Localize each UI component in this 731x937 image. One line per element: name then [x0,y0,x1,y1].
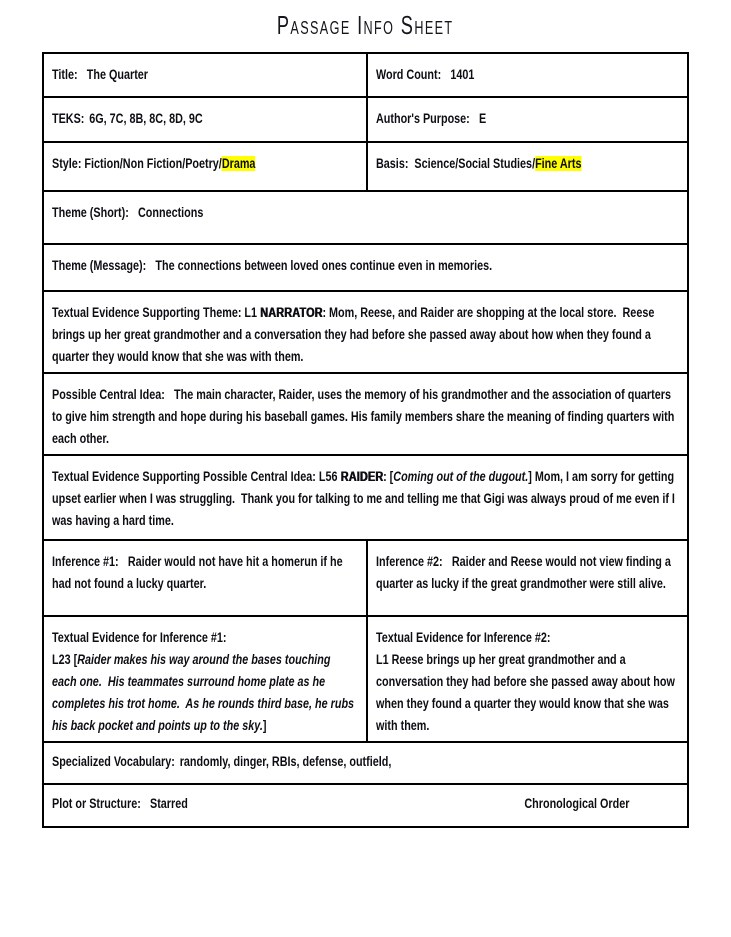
theme-message-value: The connections between loved ones continue even in memories. [155,258,493,273]
specialized-vocabulary-value: randomly, dinger, RBIs, defense, outfield, [179,754,392,769]
row-plot-structure [44,785,687,826]
passage-info-table [42,52,689,828]
evidence-central-idea-body: ] Mom, I am sorry for getting upset earlier when I was struggling. Thank you for talking to me and telling me that Gigi was always proud of me even if I was having a hard time. [52,469,678,528]
plot-structure-text [52,793,679,815]
row-specialized-vocabulary [44,743,687,785]
authors-purpose-label: Author's Purpose: [376,111,470,126]
evidence-theme-body: : Mom, Reese, and Raider are shopping at the local store. Reese brings up her great grandmother and a conversation they had before she passed away about how when they found a quarter they would know that she was with them. [52,305,658,364]
inference-1-text [52,551,358,595]
teks-cell [44,98,368,141]
word-count-label: Word Count: [376,67,442,82]
evidence-inference-2-heading: Textual Evidence for Inference #2: [376,630,551,645]
row-style-basis [44,143,687,192]
plot-structure-value: Starred [149,796,188,811]
row-inferences [44,541,687,617]
plot-structure-label: Plot or Structure: [52,796,141,811]
style-cell [44,143,368,190]
theme-short-text [52,202,679,224]
style-text [52,153,358,175]
teks-text [52,108,358,130]
row-evidence-theme [44,292,687,374]
evidence-central-idea-prefix: Textual Evidence Supporting Possible Central Idea: L56 [52,469,341,484]
evidence-central-idea-text [52,466,679,532]
teks-label: TEKS: [52,111,85,126]
inference-2-label: Inference #2: [376,554,443,569]
word-count-cell [368,54,687,96]
page-title: Passage Info Sheet [277,10,454,40]
evidence-central-idea-stage-direction: Coming out of the dugout. [393,469,529,484]
evidence-theme-text [52,302,679,368]
theme-short-value: Connections [137,205,204,220]
row-theme-message [44,245,687,292]
evidence-theme-speaker: NARRATOR [260,305,323,320]
title-text [52,64,358,86]
evidence-inference-1-cell [44,617,368,741]
inference-2-text [376,551,679,595]
row-evidence-central-idea [44,456,687,541]
page-title-container [0,10,731,48]
evidence-inference-1-stage-direction: Raider makes his way around the bases touching each one. His teammates surround home plate as he completes his trot home. As he rounds third base, he rubs his back pocket and points up to the sky. [52,652,358,733]
word-count-text [376,64,679,86]
theme-message-cell [44,245,687,290]
basis-text [376,153,679,175]
specialized-vocabulary-text [52,751,679,773]
style-selected-highlight: Drama [221,156,256,171]
evidence-central-idea-mid: : [ [383,469,394,484]
basis-options: Basis: Science/Social Studies/ [376,156,536,171]
basis-cell [368,143,687,190]
title-value: The Quarter [86,67,149,82]
style-options: Style: Fiction/Non Fiction/Poetry/ [52,156,222,171]
row-evidence-inferences [44,617,687,743]
inference-1-label: Inference #1: [52,554,119,569]
teks-value: 6G, 7C, 8B, 8C, 8D, 9C [89,111,203,126]
central-idea-text [52,384,679,450]
plot-structure-left [52,793,188,815]
theme-message-label: Theme (Message): [52,258,147,273]
inference-2-value: Raider and Reese would not view finding a quarter as lucky if the great grandmother were still alive. [376,554,674,591]
inference-1-value: Raider would not have hit a homerun if he had not found a lucky quarter. [52,554,346,591]
basis-selected-highlight: Fine Arts [535,156,582,171]
title-cell [44,54,368,96]
evidence-inference-2-body: L1 Reese brings up her great grandmother and a conversation they had before she passed away about how when they found a quarter they would know that she was with them. [376,652,678,733]
central-idea-label: Possible Central Idea: [52,387,165,402]
specialized-vocabulary-label: Specialized Vocabulary: [52,754,175,769]
evidence-inference-1-heading: Textual Evidence for Inference #1: [52,630,227,645]
evidence-inference-2-cell [368,617,687,741]
inference-1-cell [44,541,368,615]
evidence-theme-prefix: Textual Evidence Supporting Theme: L1 [52,305,261,320]
authors-purpose-value: E [479,111,487,126]
specialized-vocabulary-cell [44,743,687,783]
evidence-inference-1-line-ref: L23 [ [52,652,78,667]
plot-structure-order-value: Chronological Order [524,796,630,811]
title-label: Title: [52,67,78,82]
evidence-inference-2-text [376,627,679,737]
row-central-idea [44,374,687,456]
evidence-inference-1-text [52,627,358,737]
evidence-theme-cell [44,292,687,372]
theme-short-cell [44,192,687,243]
evidence-central-idea-cell [44,456,687,539]
central-idea-cell [44,374,687,454]
authors-purpose-text [376,108,679,130]
plot-structure-cell [44,785,687,826]
evidence-inference-1-suffix: ] [262,718,267,733]
authors-purpose-cell [368,98,687,141]
theme-message-text [52,255,679,277]
word-count-value: 1401 [450,67,475,82]
row-theme-short [44,192,687,245]
central-idea-value: The main character, Raider, uses the memory of his grandmother and the association of quarters to give him strength and hope during his baseball games. His family members share the meaning of finding quarters with each other. [52,387,678,446]
row-title-wordcount [44,54,687,98]
theme-short-label: Theme (Short): [52,205,129,220]
inference-2-cell [368,541,687,615]
evidence-central-idea-speaker: RAIDER [340,469,384,484]
row-teks-purpose [44,98,687,143]
